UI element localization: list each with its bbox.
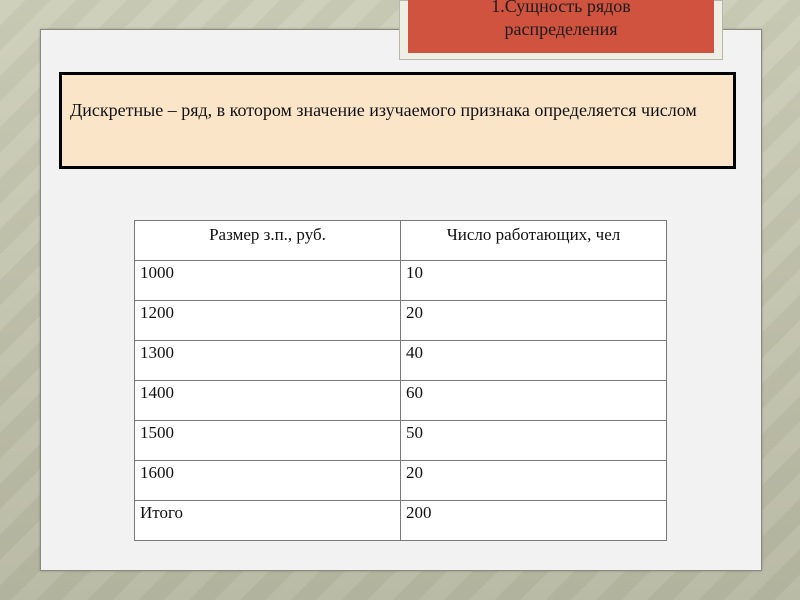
cell-salary: 1200 (135, 301, 401, 341)
cell-salary: 1500 (135, 421, 401, 461)
slide-title-line-2: распределения (504, 19, 618, 39)
table-row (135, 461, 667, 501)
table-row (135, 421, 667, 461)
cell-workers: 20 (401, 461, 667, 501)
definition-box (59, 72, 736, 169)
table-row (135, 381, 667, 421)
title-box (408, 0, 714, 53)
column-header-salary: Размер з.п., руб. (135, 221, 401, 261)
cell-salary: 1600 (135, 461, 401, 501)
table-row (135, 301, 667, 341)
table-total-row (135, 501, 667, 541)
cell-salary: 1000 (135, 261, 401, 301)
cell-salary: 1400 (135, 381, 401, 421)
table-row (135, 261, 667, 301)
table-row (135, 341, 667, 381)
cell-total-label: Итого (135, 501, 401, 541)
definition-text: Дискретные – ряд, в котором значение изучаемого признака определяется числом (70, 100, 697, 120)
cell-workers: 50 (401, 421, 667, 461)
title-frame (399, 0, 723, 60)
cell-workers: 20 (401, 301, 667, 341)
cell-workers: 60 (401, 381, 667, 421)
cell-workers: 40 (401, 341, 667, 381)
distribution-table (134, 220, 667, 541)
slide-title-line-1: 1.Сущность рядов (491, 0, 631, 16)
cell-workers: 10 (401, 261, 667, 301)
column-header-workers: Число работающих, чел (401, 221, 667, 261)
cell-total-value: 200 (401, 501, 667, 541)
cell-salary: 1300 (135, 341, 401, 381)
table-header-row (135, 221, 667, 261)
